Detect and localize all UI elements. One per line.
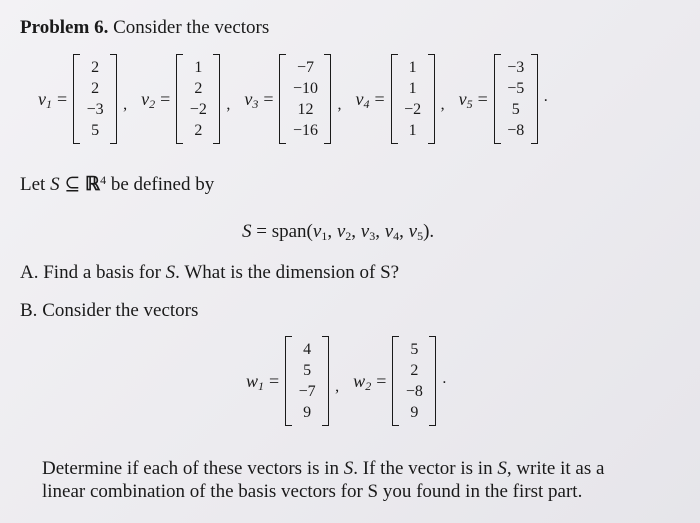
vector-w2 <box>353 336 446 426</box>
determine-line-2: linear combination of the basis vectors for S you found in the first part. <box>42 481 583 502</box>
matrix-entry: 2 <box>410 362 419 379</box>
vector-v5 <box>459 54 548 144</box>
matrix-entry: 9 <box>303 404 312 421</box>
separator-comma: , <box>335 378 340 395</box>
part-b-question: B. Consider the vectors <box>20 300 199 321</box>
span-equation: $S = span(v_1$, $v_2$, $v_3$, $v_4$, $v_5$). <box>242 221 435 243</box>
matrix-entry: −7 <box>296 59 314 76</box>
separator-comma: , <box>337 96 342 113</box>
matrix-entry: 2 <box>194 80 203 97</box>
matrix-entry: 1 <box>408 59 417 76</box>
separator-comma: , <box>123 96 128 113</box>
matrix-entry: 4 <box>303 341 312 358</box>
w-vectors-row <box>246 336 446 426</box>
matrix-entry: −10 <box>292 80 318 97</box>
matrix-entry: −16 <box>292 122 318 139</box>
matrix-entry: 1 <box>194 59 203 76</box>
vector-v4 <box>355 54 458 144</box>
ending-period: . <box>442 370 447 387</box>
vector-v2-label: $v_2$ = <box>141 88 171 111</box>
vector-w2-label: $w_2$ = <box>353 370 387 393</box>
let-definition-line: Let S ⊆ ℝ$^4$ be defined by <box>20 173 215 195</box>
ending-period: . <box>543 88 548 105</box>
matrix-entry: 2 <box>194 122 203 139</box>
vector-w1-label: $w_1$ = <box>246 370 280 393</box>
vector-v2 <box>141 54 244 144</box>
matrix-entry: −3 <box>86 101 104 118</box>
matrix-entry: 5 <box>511 101 520 118</box>
matrix-entry: −8 <box>405 383 423 400</box>
matrix-entry: 2 <box>91 59 100 76</box>
vector-v5-label: $v_5$ = <box>458 88 488 111</box>
problem-heading <box>20 17 269 39</box>
matrix-entry: 9 <box>410 404 419 421</box>
vector-w2-matrix <box>392 336 436 426</box>
matrix-entry: −2 <box>189 101 207 118</box>
matrix-entry: 12 <box>297 101 314 118</box>
separator-comma: , <box>226 96 231 113</box>
vector-v1 <box>38 54 141 144</box>
vector-v1-matrix <box>73 54 117 144</box>
matrix-entry: −8 <box>507 122 525 139</box>
matrix-entry: 2 <box>91 80 100 97</box>
vector-v3-matrix <box>279 54 331 144</box>
matrix-entry: −3 <box>507 59 525 76</box>
vector-w1-matrix <box>285 336 329 426</box>
separator-comma: , <box>440 96 445 113</box>
problem-intro: Consider the vectors <box>113 17 270 38</box>
vector-w1 <box>246 336 353 426</box>
vector-v2-matrix <box>176 54 220 144</box>
matrix-entry: −7 <box>298 383 316 400</box>
matrix-entry: 1 <box>408 122 417 139</box>
matrix-entry: −5 <box>507 80 525 97</box>
vector-v3-label: $v_3$ = <box>244 88 274 111</box>
matrix-entry: 1 <box>408 80 417 97</box>
matrix-entry: 5 <box>91 122 100 139</box>
v-vectors-row <box>38 54 548 144</box>
matrix-entry: 5 <box>303 362 312 379</box>
matrix-entry: −2 <box>404 101 422 118</box>
matrix-entry: 5 <box>410 341 419 358</box>
problem-label: Problem <box>20 17 90 38</box>
vector-v4-label: $v_4$ = <box>355 88 385 111</box>
problem-number: 6. <box>94 17 109 38</box>
determine-line-1: Determine if each of these vectors is in S. If the vector is in S, write it as a <box>42 458 605 479</box>
vector-v5-matrix <box>494 54 538 144</box>
vector-v1-label: $v_1$ = <box>38 88 68 111</box>
part-a-question: A. Find a basis for S. What is the dimension of S? <box>20 262 400 283</box>
vector-v4-matrix <box>391 54 435 144</box>
vector-v3 <box>244 54 355 144</box>
